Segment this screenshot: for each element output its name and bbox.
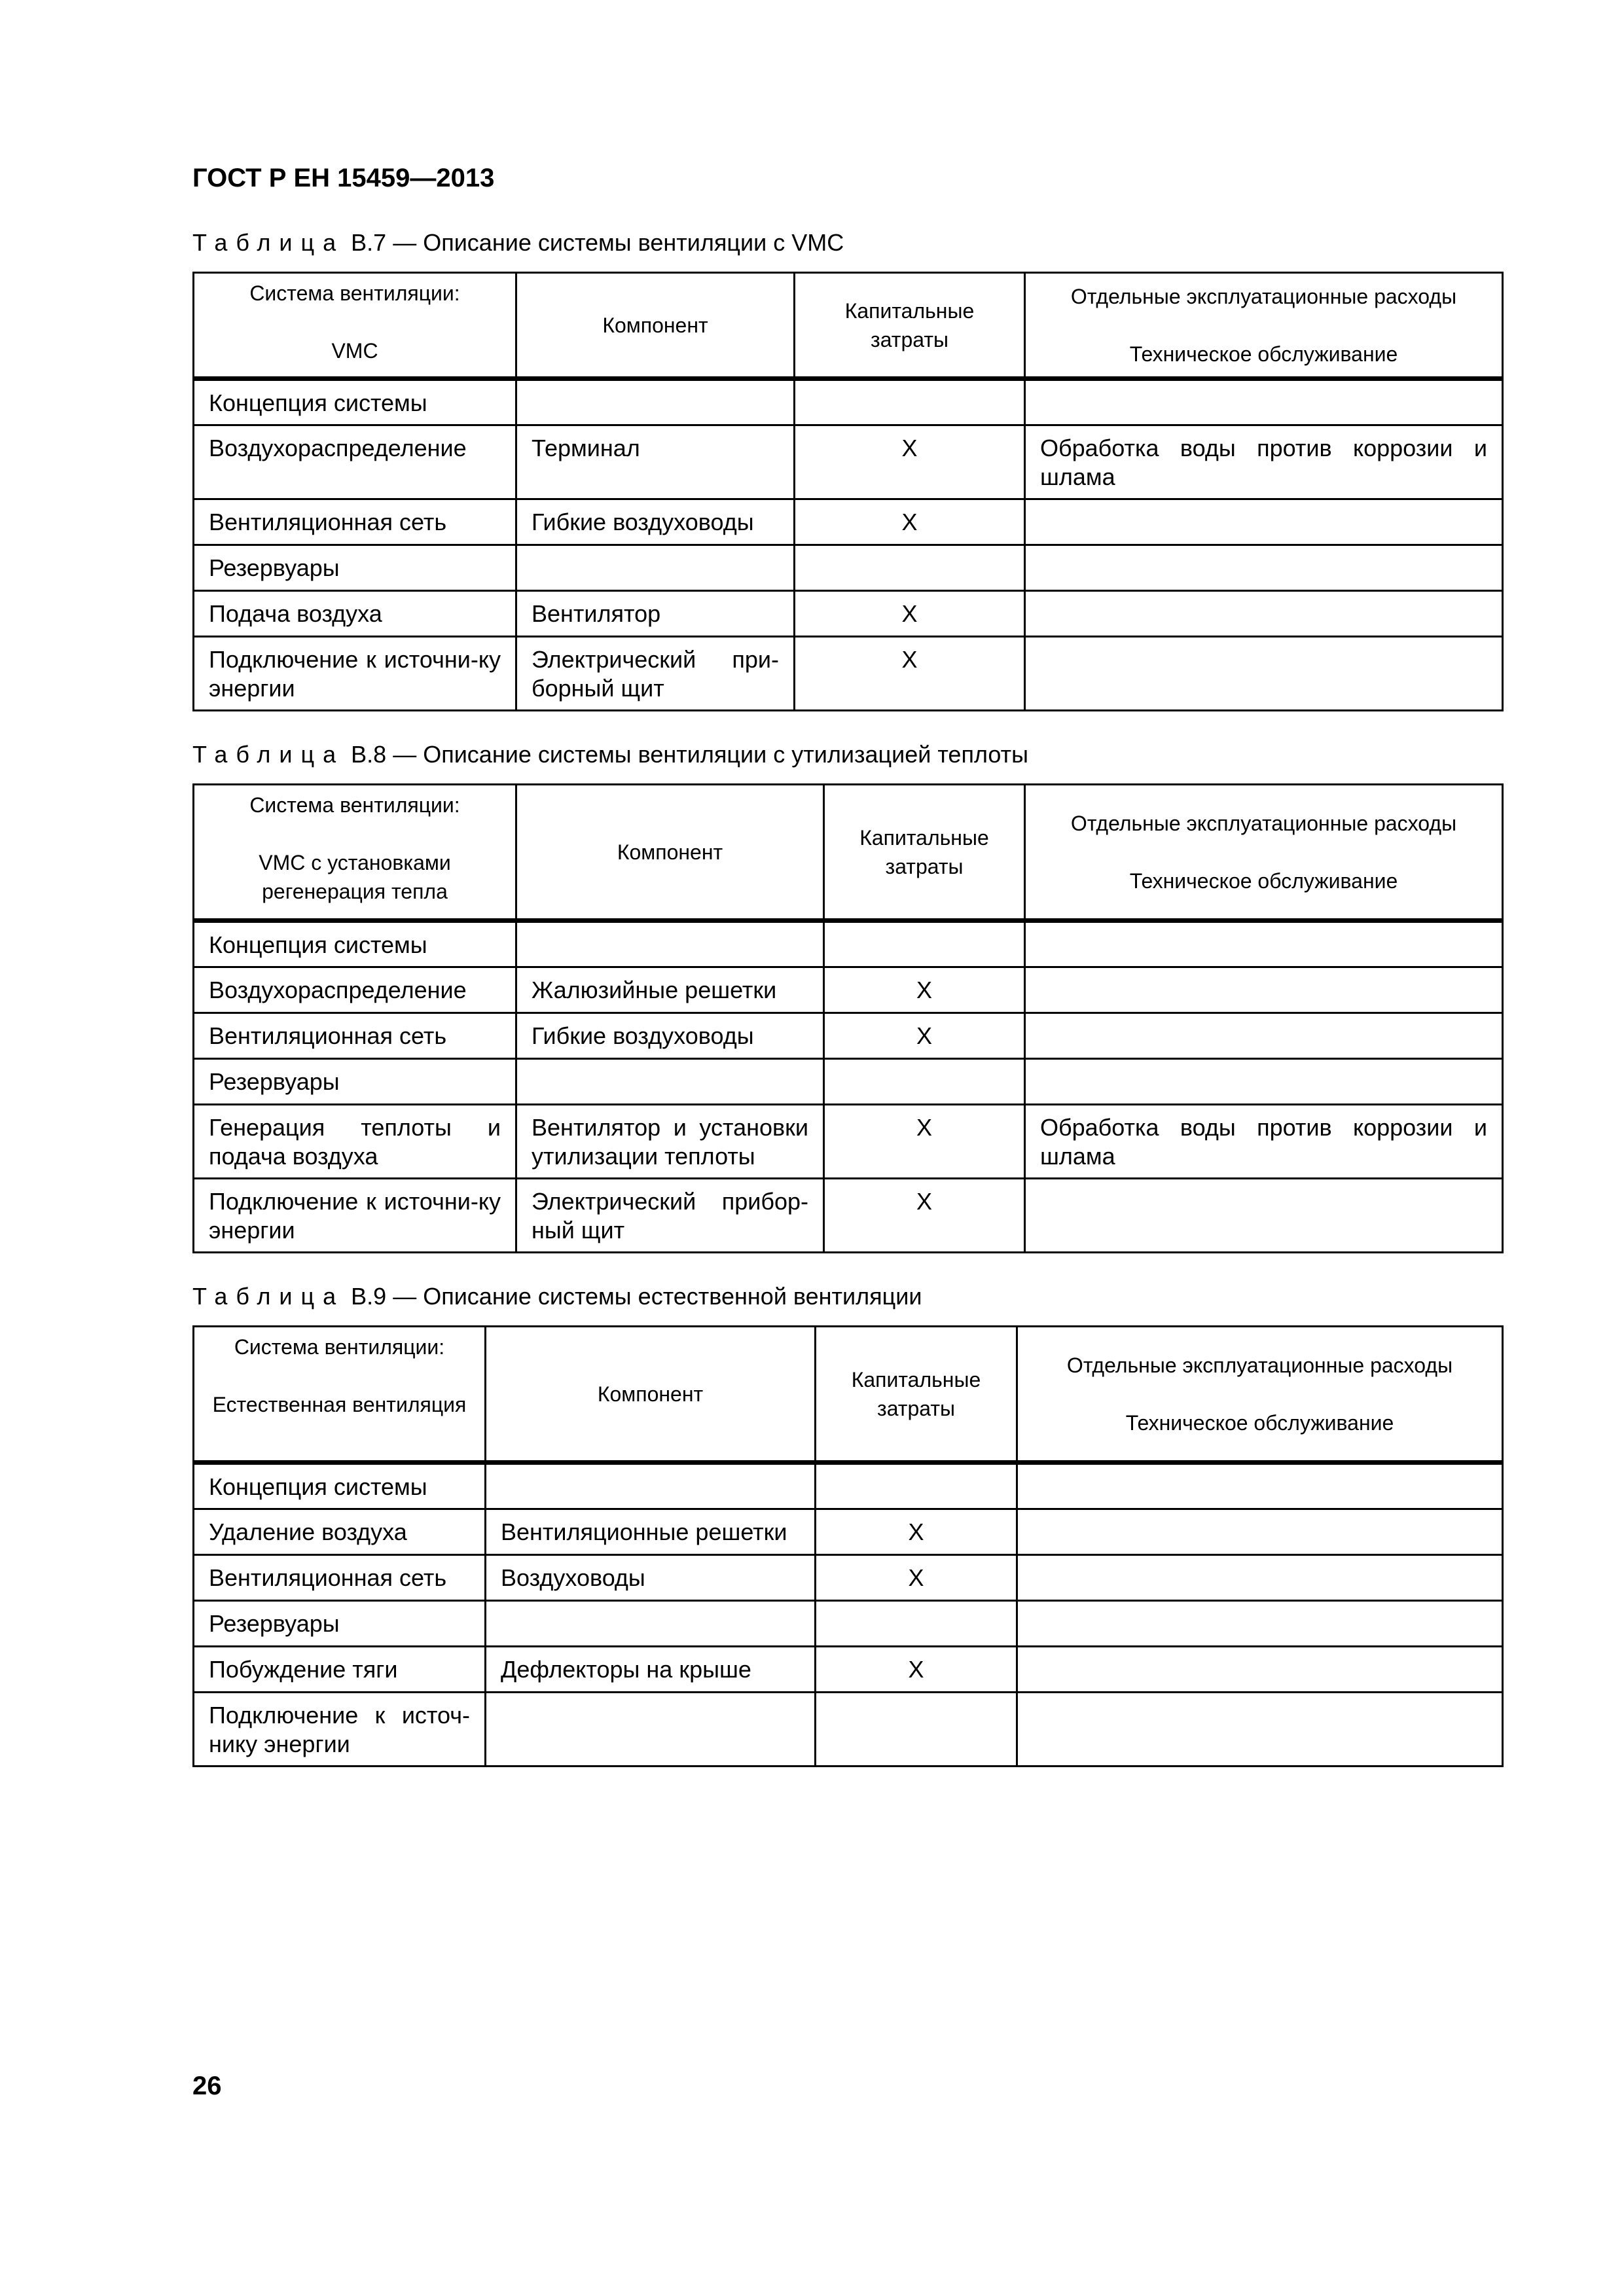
system-cell: Генерация теплоты и подача воздуха xyxy=(194,1105,516,1179)
system-cell: Подключение к источни-ку энергии xyxy=(194,637,516,711)
capital-cell: X xyxy=(816,1509,1017,1555)
maintenance-cell xyxy=(1017,1509,1503,1555)
capital-cell: X xyxy=(795,499,1025,545)
component-cell: Вентиляционные решетки xyxy=(486,1509,816,1555)
maintenance-label: Техническое обслуживание xyxy=(1129,342,1398,366)
system-cell: Резервуары xyxy=(194,1059,516,1105)
table-row xyxy=(194,1509,1503,1555)
system-cell: Воздухораспределение xyxy=(194,425,516,499)
system-name: VMC с установками регенерация тепла xyxy=(259,851,451,903)
component-cell: Вентилятор xyxy=(516,591,795,637)
capital-cell: X xyxy=(816,1555,1017,1601)
system-cell: Подача воздуха xyxy=(194,591,516,637)
component-cell: Электрический прибор-ный щит xyxy=(516,1179,824,1253)
component-cell: Воздуховоды xyxy=(486,1555,816,1601)
system-cell: Удаление воздуха xyxy=(194,1509,486,1555)
table-caption-prefix: Таблица xyxy=(192,229,345,256)
system-label: Система вентиляции: xyxy=(249,793,460,817)
capital-cell xyxy=(824,921,1025,967)
table-row xyxy=(194,1555,1503,1601)
table-row xyxy=(194,499,1503,545)
component-cell: Жалюзийные решетки xyxy=(516,967,824,1013)
maintenance-label: Техническое обслуживание xyxy=(1129,869,1398,893)
table-b8 xyxy=(192,783,1504,1253)
table-row xyxy=(194,1059,1503,1105)
capital-cell: X xyxy=(795,591,1025,637)
table-caption-prefix: Таблица xyxy=(192,741,345,768)
maintenance-cell xyxy=(1025,1179,1503,1253)
component-cell xyxy=(486,1601,816,1647)
table-header-row xyxy=(194,273,1503,379)
capital-cell: X xyxy=(816,1647,1017,1693)
capital-cell: X xyxy=(824,1013,1025,1059)
system-cell: Концепция системы xyxy=(194,1463,486,1509)
maintenance-cell xyxy=(1017,1555,1503,1601)
operating-column-header xyxy=(1025,785,1503,921)
operating-column-header xyxy=(1017,1327,1503,1463)
table-row xyxy=(194,1693,1503,1767)
system-label: Система вентиляции: xyxy=(234,1335,445,1359)
capital-cell: X xyxy=(824,1179,1025,1253)
maintenance-cell xyxy=(1025,379,1503,425)
system-label: Система вентиляции: xyxy=(249,281,460,305)
capital-cell xyxy=(816,1693,1017,1767)
table-row xyxy=(194,1013,1503,1059)
system-column-header xyxy=(194,1327,486,1463)
document-header: ГОСТ Р ЕН 15459—2013 xyxy=(192,164,495,192)
system-cell: Воздухораспределение xyxy=(194,967,516,1013)
system-column-header xyxy=(194,785,516,921)
component-cell: Терминал xyxy=(516,425,795,499)
system-cell: Резервуары xyxy=(194,545,516,591)
maintenance-cell xyxy=(1025,545,1503,591)
component-cell xyxy=(486,1463,816,1509)
table-row xyxy=(194,967,1503,1013)
system-cell: Резервуары xyxy=(194,1601,486,1647)
table-header-row xyxy=(194,1327,1503,1463)
table-row xyxy=(194,545,1503,591)
capital-cell xyxy=(824,1059,1025,1105)
system-cell: Подключение к источ-нику энергии xyxy=(194,1693,486,1767)
component-cell: Электрический при-борный щит xyxy=(516,637,795,711)
maintenance-cell xyxy=(1025,1059,1503,1105)
system-cell: Концепция системы xyxy=(194,921,516,967)
capital-column-header: Капитальные затраты xyxy=(824,785,1025,921)
table-row xyxy=(194,591,1503,637)
component-cell: Вентилятор и установки утилизации теплоты xyxy=(516,1105,824,1179)
table-row xyxy=(194,1105,1503,1179)
component-cell: Дефлекторы на крыше xyxy=(486,1647,816,1693)
system-cell: Концепция системы xyxy=(194,379,516,425)
table-row xyxy=(194,1463,1503,1509)
table-row xyxy=(194,379,1503,425)
table-row xyxy=(194,1601,1503,1647)
capital-column-header: Капитальные затраты xyxy=(816,1327,1017,1463)
maintenance-cell xyxy=(1017,1601,1503,1647)
operating-label: Отдельные эксплуатационные расходы xyxy=(1070,284,1457,308)
capital-cell xyxy=(795,545,1025,591)
operating-column-header xyxy=(1025,273,1503,379)
maintenance-cell xyxy=(1017,1693,1503,1767)
system-name: VMC xyxy=(331,339,378,363)
table-b9 xyxy=(192,1325,1504,1767)
table-caption xyxy=(192,741,1028,768)
maintenance-cell: Обработка воды против коррозии и шлама xyxy=(1025,425,1503,499)
maintenance-cell xyxy=(1017,1463,1503,1509)
maintenance-cell xyxy=(1025,921,1503,967)
capital-cell: X xyxy=(795,637,1025,711)
maintenance-cell: Обработка воды против коррозии и шлама xyxy=(1025,1105,1503,1179)
table-row xyxy=(194,1647,1503,1693)
system-cell: Вентиляционная сеть xyxy=(194,1555,486,1601)
table-row xyxy=(194,921,1503,967)
capital-cell: X xyxy=(795,425,1025,499)
system-cell: Вентиляционная сеть xyxy=(194,499,516,545)
system-cell: Побуждение тяги xyxy=(194,1647,486,1693)
component-cell xyxy=(516,1059,824,1105)
capital-cell: X xyxy=(824,967,1025,1013)
component-cell: Гибкие воздуховоды xyxy=(516,1013,824,1059)
capital-cell xyxy=(816,1601,1017,1647)
component-cell xyxy=(516,921,824,967)
component-cell: Гибкие воздуховоды xyxy=(516,499,795,545)
table-header-row xyxy=(194,785,1503,921)
component-cell xyxy=(516,545,795,591)
page-number: 26 xyxy=(192,2072,222,2100)
maintenance-cell xyxy=(1025,637,1503,711)
system-cell: Подключение к источни-ку энергии xyxy=(194,1179,516,1253)
table-caption xyxy=(192,229,844,257)
table-caption-text: В.8 — Описание системы вентиляции с утилизацией теплоты xyxy=(344,741,1028,768)
system-cell: Вентиляционная сеть xyxy=(194,1013,516,1059)
operating-label: Отдельные эксплуатационные расходы xyxy=(1066,1353,1453,1377)
operating-label: Отдельные эксплуатационные расходы xyxy=(1070,811,1457,835)
maintenance-label: Техническое обслуживание xyxy=(1125,1410,1394,1435)
capital-column-header: Капитальные затраты xyxy=(795,273,1025,379)
table-row xyxy=(194,637,1503,711)
component-column-header: Компонент xyxy=(486,1327,816,1463)
component-cell xyxy=(516,379,795,425)
table-caption-text: В.7 — Описание системы вентиляции с VMC xyxy=(344,229,844,256)
system-name: Естественная вентиляция xyxy=(212,1393,467,1416)
maintenance-cell xyxy=(1025,967,1503,1013)
component-column-header: Компонент xyxy=(516,785,824,921)
table-row xyxy=(194,425,1503,499)
table-caption-text: В.9 — Описание системы естественной вентиляции xyxy=(344,1283,922,1310)
component-cell xyxy=(486,1693,816,1767)
maintenance-cell xyxy=(1025,499,1503,545)
maintenance-cell xyxy=(1025,1013,1503,1059)
capital-cell xyxy=(795,379,1025,425)
maintenance-cell xyxy=(1017,1647,1503,1693)
table-caption-prefix: Таблица xyxy=(192,1283,345,1310)
system-column-header xyxy=(194,273,516,379)
table-row xyxy=(194,1179,1503,1253)
table-caption xyxy=(192,1283,922,1310)
maintenance-cell xyxy=(1025,591,1503,637)
table-b7 xyxy=(192,272,1504,711)
capital-cell: X xyxy=(824,1105,1025,1179)
component-column-header: Компонент xyxy=(516,273,795,379)
capital-cell xyxy=(816,1463,1017,1509)
